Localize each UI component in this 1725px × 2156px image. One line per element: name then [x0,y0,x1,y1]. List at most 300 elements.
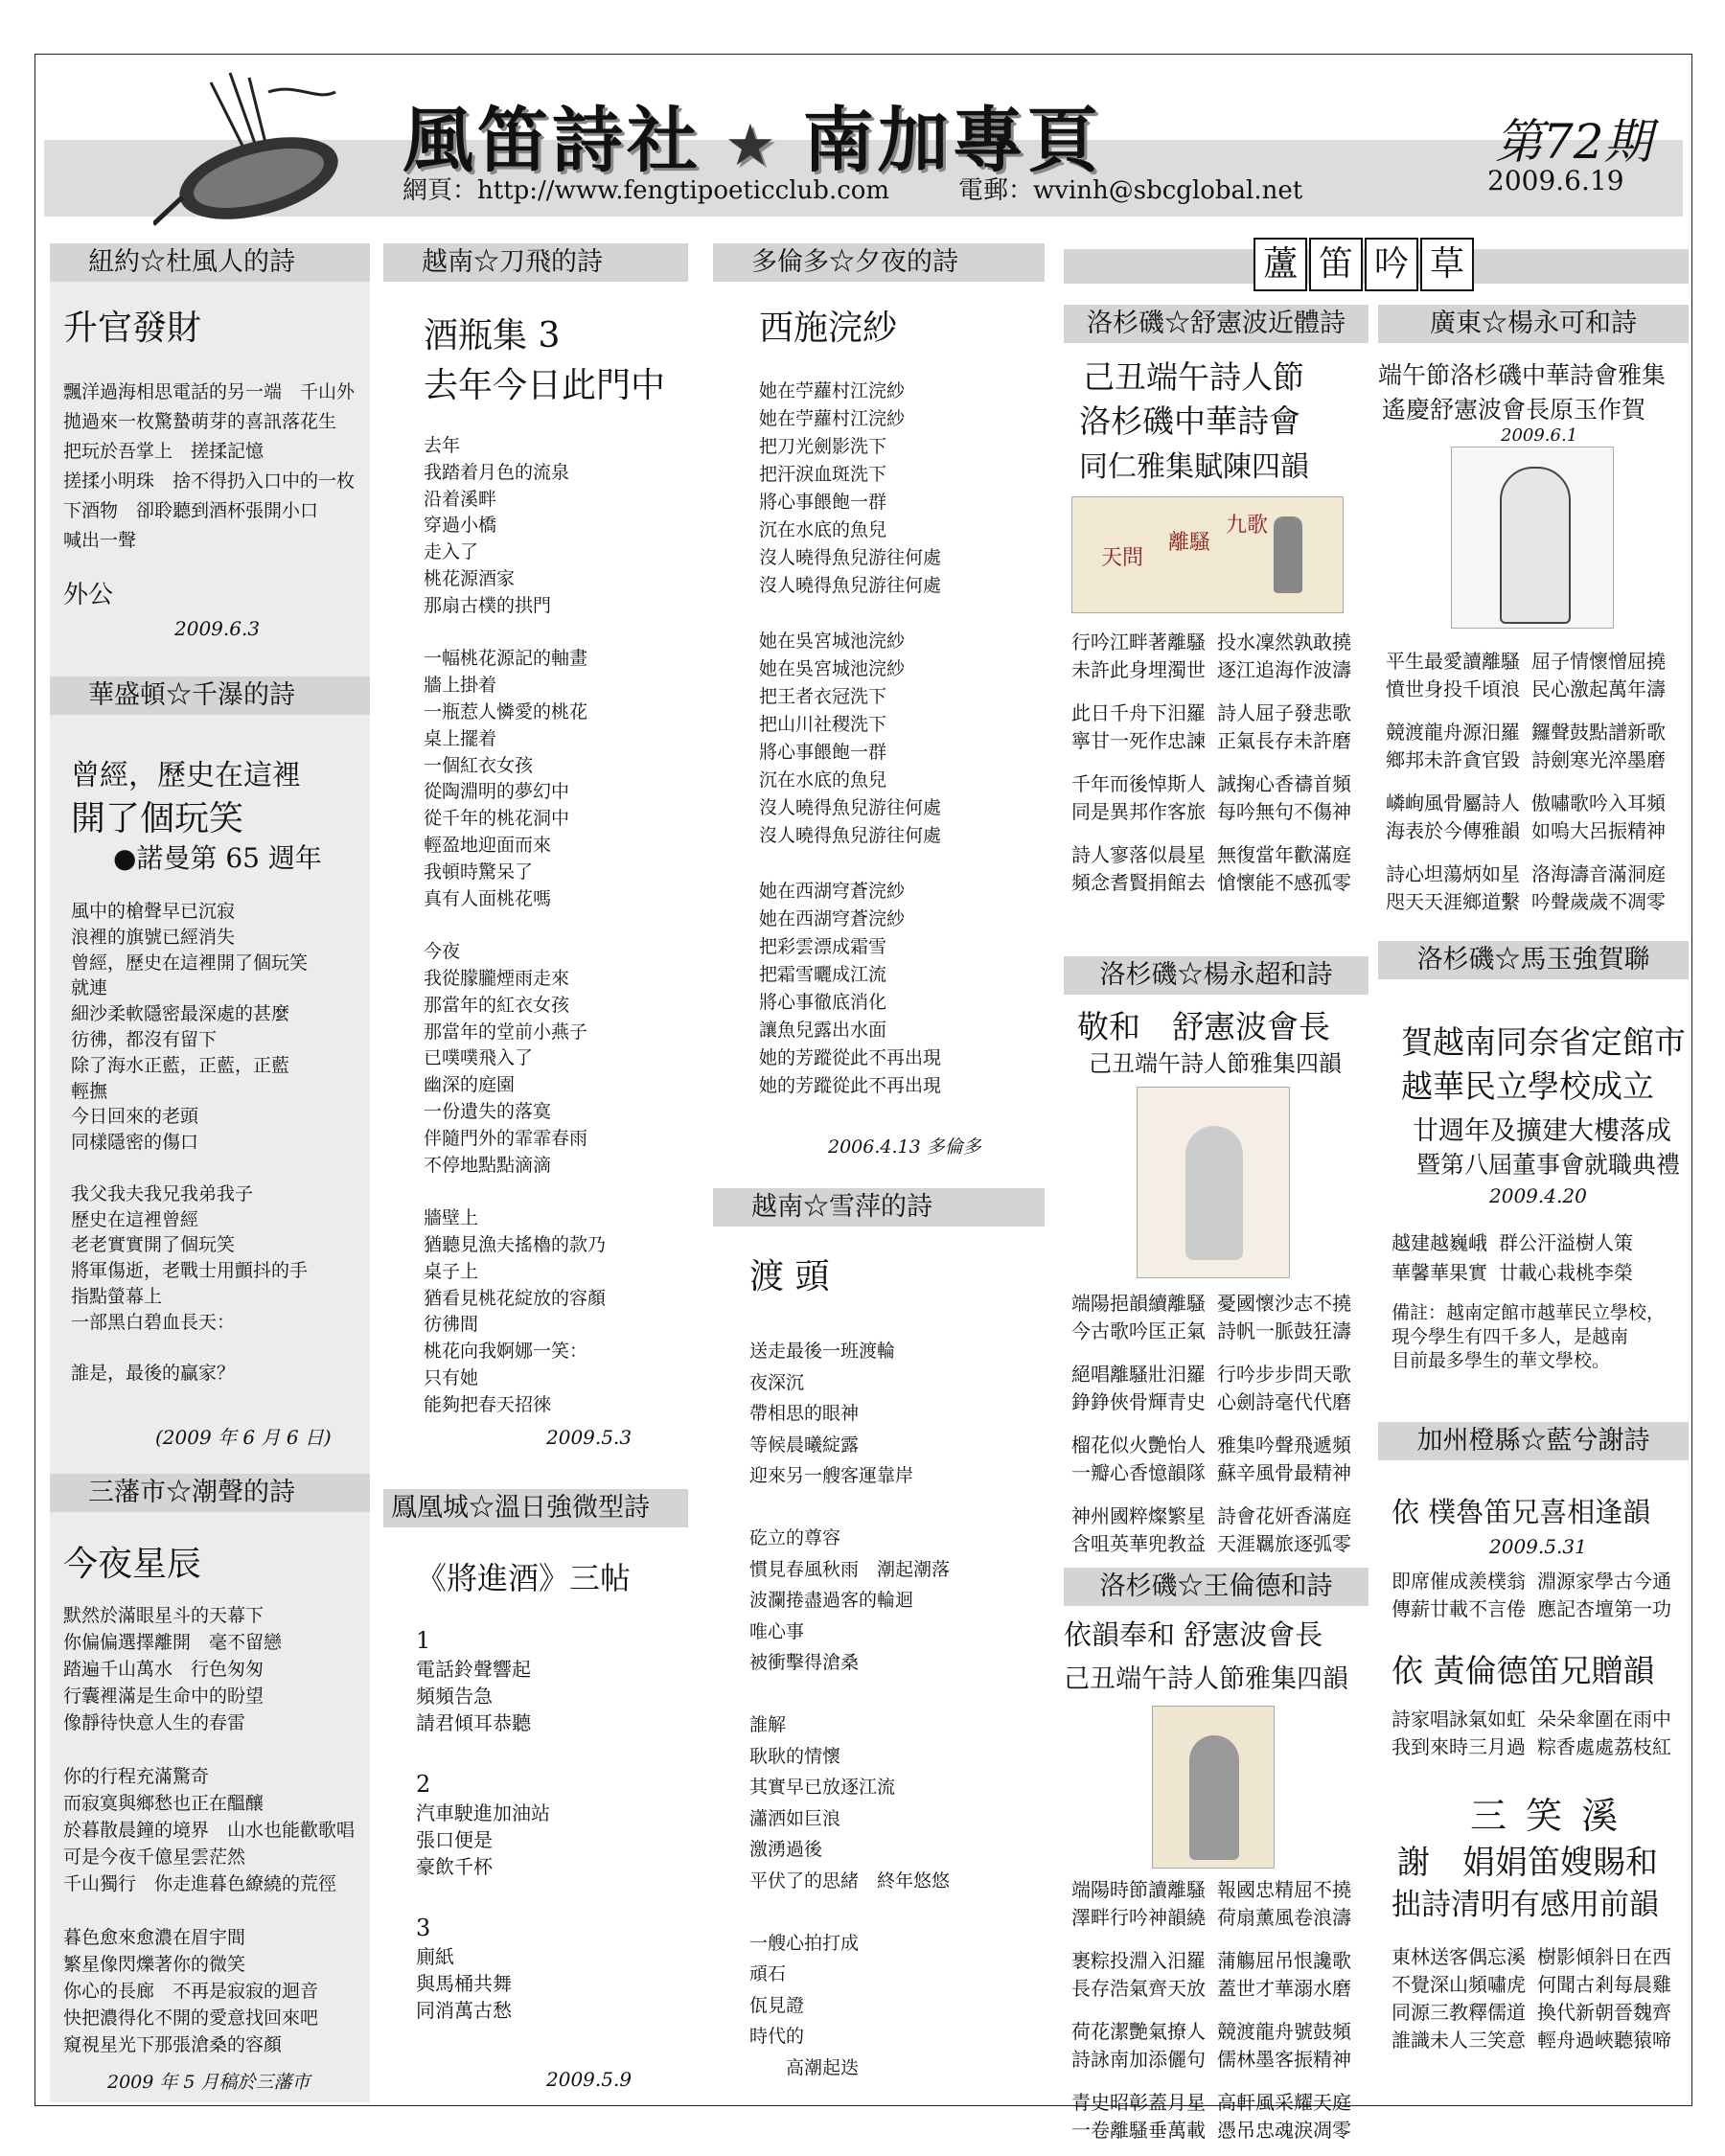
couplet-row [1071,629,1351,656]
text-line: 飄洋過海相思電話的另一端 千山外 [63,381,356,402]
couplet-line: 無復當年歡滿庭 [1217,843,1351,866]
text-line: 那扇古樸的拱門 [424,594,552,616]
text-line: 帶相思的眼神 [749,1403,860,1424]
couplet-line: 詩劍寒光淬墨磨 [1531,748,1666,771]
section-header: 越南☆刀飛的詩 [383,243,688,282]
poem-title: 去年今日此門中 [424,366,666,405]
couplet-line: 頻念耆賢捐館去 [1071,871,1206,894]
text-line: 一瓶惹人憐愛的桃花 [424,700,588,722]
couplet-block [1071,629,1351,897]
couplet-line: 憑吊忠魂淚凋零 [1217,2119,1351,2142]
poem-title: 三 笑 溪 [1470,1795,1622,1837]
couplet-line: 每吟無句不傷神 [1217,800,1351,823]
section-header: 華盛頓☆千瀑的詩 [50,677,370,715]
text-line: 平伏了的思緒 終年悠悠 [749,1869,951,1892]
text-line: 她的芳蹤從此不再出現 [759,1075,942,1096]
poet-painting [1137,1087,1290,1278]
couplet-row [1071,1975,1351,2003]
text-line: 電話鈴聲響起 [416,1658,531,1681]
couplet-row [1071,700,1351,727]
text-line: 慣見春風秋雨 潮起潮落 [749,1558,951,1580]
couplet-row [1071,727,1351,755]
couplet-line: 蘇辛風骨最精神 [1217,1461,1351,1484]
text-line: 被衝擊得滄桑 [749,1652,860,1673]
couplet-line: 投水凜然孰敢撓 [1217,631,1351,654]
couplet-line: 傲嘯歌吟入耳頻 [1531,791,1666,814]
couplet-line: 粽香處處荔枝紅 [1537,1735,1671,1758]
couplet-row [1386,719,1666,746]
text-line: 誰是，最後的贏家？ [71,1363,236,1385]
couplet-line: 即席催成羨樸翁 [1392,1570,1526,1593]
couplet-line: 蒲觴屈吊恨讒歌 [1217,1949,1351,1972]
poem-title: 升官發財 [63,309,202,348]
text-line: 彷彿間 [424,1314,479,1336]
text-line: 同消萬古愁 [416,1999,512,2022]
text-line: 千山獨行 你走進暮色繚繞的荒徑 [63,1873,337,1894]
stanza [416,1943,512,2024]
stanza [416,1800,550,1880]
text-line: 那當年的堂前小燕子 [424,1021,588,1043]
text-line: 將心事徹底消化 [759,992,887,1013]
text-line: 沿着溪畔 [424,488,497,510]
couplet-line: 平生最愛讀離騷 [1386,650,1520,673]
couplet-line: 長存浩氣齊天放 [1071,1977,1206,2000]
couplet-title: 越華民立學校成立 [1401,1067,1654,1105]
couplet-line: 青史昭彰蓋月星 [1071,2091,1206,2114]
text-line: 沉在水底的魚兒 [759,769,887,791]
couplet-block [1071,1290,1351,1558]
issue-number: 第72期 [1495,114,1652,170]
couplet-row [1392,1971,1671,1999]
text-line: 備註：越南定館市越華民立學校， [1392,1302,1666,1323]
poem-title: 依 樸魯笛兄喜相逢韻 [1392,1496,1651,1528]
text-line: 把汗淚血斑洗下 [759,464,887,485]
text-line: 已噗噗飛入了 [424,1047,534,1069]
couplet-line: 咫天天涯鄉道繫 [1386,890,1520,913]
poem-date: 2006.4.13 多倫多 [828,1136,981,1158]
poem-date: 2009.5.9 [546,2068,632,2091]
couplet-row [1071,2089,1351,2117]
poem-title: 《將進酒》三帖 [416,1560,632,1596]
text-line: 激湧過後 [749,1839,823,1860]
text-line: 猶聽見漁夫搖櫓的款乃 [424,1233,607,1255]
text-line: 將心事餵飽一群 [759,492,887,513]
couplet-line: 一瓣心香憶韻隊 [1071,1461,1206,1484]
text-line: 就連 [71,977,108,999]
couplet-line: 鄉邦未許貪官毀 [1386,748,1520,771]
couplet-line: 澤畔行吟神韻繞 [1071,1906,1206,1929]
poem-date: 2009.4.20 [1489,1184,1587,1207]
text-line: 現今學生有四千多人，是越南 [1392,1326,1629,1347]
qu-yuan-sketch [1451,447,1614,629]
couplet-line: 端陽挹韻續離騷 [1071,1292,1206,1315]
poem-body [71,899,308,1387]
couplet-line: 荷花潔艷氣撩人 [1071,2020,1206,2043]
text-line: 可是今夜千億星雲茫然 [63,1846,246,1868]
text-line: 我頓時驚呆了 [424,860,534,883]
poem-title: 今夜星辰 [63,1545,202,1584]
couplet-row [1071,798,1351,826]
text-line: 把彩雲漂成霜雪 [759,936,887,957]
text-line: 輕撫 [71,1080,108,1102]
couplet-line: 一卷離騷垂萬載 [1071,2119,1206,2142]
text-line: 她在吳宮城池浣紗 [759,631,906,652]
poem-title: 己丑端午詩人節 [1083,358,1304,396]
text-line [71,1156,308,1181]
figure-illustration [1274,516,1302,593]
text-line: 穿過小橋 [424,515,497,537]
stanza [416,1656,531,1736]
poem-title: 遙慶舒憲波會長原玉作賀 [1382,396,1646,424]
text-line: 老老實實開了個玩笑 [71,1234,236,1256]
couplet-line: 海表於今傳雅韻 [1386,819,1520,842]
text-line [63,1736,355,1763]
poem-title: 拙詩清明有感用前韻 [1392,1888,1659,1922]
couplet-row [1386,888,1666,916]
text-line: 曾經，歷史在這裡開了個玩笑 [71,952,309,974]
text-line: 猶看見桃花綻放的容顏 [424,1287,607,1309]
text-line: 佤見證 [749,1994,805,2016]
text-line: 從陶淵明的夢幻中 [424,781,570,803]
section-header: 洛杉磯☆舒憲波近體詩 [1064,305,1368,343]
couplet-row [1392,1595,1671,1623]
text-line: 我踏着月色的流泉 [424,461,570,483]
text-line: 你心的長廊 不再是寂寂的迴音 [63,1981,319,2002]
text-line: 沒人曉得魚兒游往何處 [759,825,942,846]
couplet-line: 詩心坦蕩炳如星 [1386,862,1520,885]
text-line: 豪飲千杯 [416,1855,493,1878]
poem-title: 曾經，歷史在這裡 [71,759,301,792]
text-line: 下酒物 卻聆聽到酒杯張開小口 [63,500,319,521]
email: 電郵：wvinh@sbcglobal.net [958,176,1303,205]
text-line: 目前最多學生的華文學校。 [1392,1350,1611,1371]
text-line: 伴隨門外的霏霏春雨 [424,1127,588,1149]
poem-title: 西施浣紗 [759,309,898,348]
text-line: 請君傾耳恭聽 [416,1711,531,1734]
text-line: 你偏偏選擇離開 毫不留戀 [63,1632,283,1653]
text-line: 窺視星光下那張滄桑的容顏 [63,2034,283,2055]
text-line: 只有她 [424,1366,479,1388]
text-line [63,1897,355,1924]
image-text: 離騷 [1168,531,1211,555]
text-line: 她在西湖穹蒼浣紗 [759,881,906,902]
text-line: 除了海水正藍，正藍，正藍 [71,1054,290,1076]
poem-title: 己丑端午詩人節雅集四韻 [1064,1664,1348,1694]
figure-illustration [1189,1735,1239,1860]
text-line: 頻頻告急 [416,1685,493,1708]
couplet-row [1386,746,1666,774]
text-line: 走入了 [424,541,479,563]
image-text: 九歌 [1226,514,1269,538]
couplet-block [1392,1943,1671,2054]
text-line: 瀟洒如巨浪 [749,1807,841,1829]
poem-date: (2009 年 6 月 6 日) [155,1426,332,1449]
couplet-line: 華馨華果實 [1392,1261,1487,1284]
text-line: 同樣隱密的傷口 [71,1132,199,1154]
poem-body [424,433,606,1418]
couplet-row [1071,869,1351,897]
couplet-line: 榴花似火艷怡人 [1071,1434,1206,1456]
couplet-line: 廿載心栽桃李榮 [1499,1261,1633,1284]
text-line: 彷彿，都沒有留下 [71,1028,218,1050]
text-line: 行囊裡滿是生命中的盼望 [63,1686,264,1707]
poem-body [759,378,941,1100]
couplet-line: 詩人寥落似晨星 [1071,843,1206,866]
poem-subtitle: ●諾曼第 65 週年 [113,842,322,874]
couplet-line: 不覺深山頻嘯虎 [1392,1973,1526,1996]
poem-body [63,378,355,556]
poem-date: 2009 年 5 月稿於三藩市 [107,2072,310,2093]
poem-title: 謝 娟娟笛嫂賜和 [1397,1844,1658,1882]
poem-title: 同仁雅集賦陳四韻 [1079,450,1309,484]
text-line [424,620,606,647]
couplet-line: 未許此身埋濁世 [1071,658,1206,681]
poem-title: 端午節洛杉磯中華詩會雅集 [1378,361,1667,389]
text-line [71,1336,308,1362]
couplet-line: 傳薪廿載不言倦 [1392,1597,1526,1620]
couplet-line: 儒林墨客振精神 [1217,2048,1351,2071]
couplet-block [1386,648,1666,916]
couplet-line: 高軒風采耀天庭 [1217,2091,1351,2114]
couplet-line: 絕唱離騷壯汨羅 [1071,1363,1206,1386]
couplet-line: 越建越巍峨 [1392,1231,1487,1254]
text-line: 一幅桃花源記的軸畫 [424,648,588,670]
couplet-line: 荷扇薰風卷浪濤 [1217,1906,1351,1929]
figure-illustration [1500,467,1571,624]
couplet-line: 心劍詩毫代代磨 [1217,1390,1351,1413]
poem-title: 開了個玩笑 [71,799,244,838]
couplet-line: 愴懷能不感孤零 [1217,871,1351,894]
couplet-line: 誰識未人三笑意 [1392,2029,1526,2052]
text-line: 沒人曉得魚兒游往何處 [759,797,942,818]
couplet-line: 樹影傾斜日在西 [1537,1945,1671,1968]
text-line: 桃花源酒家 [424,567,516,589]
website: 網頁：http://www.fengtipoeticclub.com [402,176,890,205]
text-line: 從千年的桃花洞中 [424,808,570,830]
column-1 [50,243,370,2102]
poem-title: 依韻奉和 舒憲波會長 [1064,1618,1323,1651]
couplet-line: 朵朵傘圍在雨中 [1537,1708,1671,1731]
text-line [424,1179,606,1205]
text-line: 拋過來一枚驚蟄萌芽的喜訊落花生 [63,411,337,432]
couplet-line: 雅集吟聲飛遞頻 [1217,1434,1351,1456]
poem-body [63,1602,355,2058]
column-2 [383,243,688,2102]
text-line: 沉在水底的魚兒 [759,519,887,540]
couplet-line: 千年而後悼斯人 [1071,772,1206,795]
text-line: 快把濃得化不開的愛意找回來吧 [63,2007,319,2029]
couplet-line: 詩帆一脈鼓狂濤 [1217,1319,1351,1342]
couplet-line: 吟聲歲歲不凋零 [1531,890,1666,913]
star-icon: ★ [724,112,780,179]
couplet-block [1071,1876,1351,2145]
couplet-line: 詩會花妍香滿庭 [1217,1504,1351,1527]
text-line: 時代的 [749,2026,805,2047]
poem-date: 2009.6.3 [174,617,261,640]
couplet-row [1071,1459,1351,1487]
text-line: 她在苧蘿村江浣紗 [759,380,906,401]
couplet-row [1071,1947,1351,1975]
text-line: 浪裡的旗號已經消失 [71,926,236,948]
text-line [749,1896,950,1928]
text-line: 沒人曉得魚兒游往何處 [759,575,942,596]
couplet-row [1071,2117,1351,2145]
text-line: 唯心事 [749,1620,805,1642]
section-header: 洛杉磯☆王倫德和詩 [1064,1568,1368,1606]
couplet-line: 同源三教釋儒道 [1392,2001,1526,2024]
couplet-line: 詩人屈子發悲歌 [1217,701,1351,724]
poem-date: 2009.5.31 [1489,1535,1587,1558]
text-line: 她在苧蘿村江浣紗 [759,408,906,429]
couplet-line: 行吟步步問天歌 [1217,1363,1351,1386]
banner-char: 笛 [1309,238,1363,291]
text-line: 她在吳宮城池浣紗 [759,658,906,679]
text-line: 牆壁上 [424,1207,479,1229]
text-line: 張口便是 [416,1828,493,1851]
right-area [1064,243,1689,2142]
text-line: 而寂寞與鄉愁也正在醞釀 [63,1793,264,1814]
text-line: 與馬桶共舞 [416,1972,512,1995]
couplet-line: 換代新朝晉魏齊 [1537,2001,1671,2024]
couplet-line: 東林送客偶忘溪 [1392,1945,1526,1968]
couplet-row [1392,1258,1633,1288]
text-line: 桌上擺着 [424,727,497,749]
text-line: 沒人曉得魚兒游往何處 [759,547,942,568]
text-line: 矻立的尊容 [749,1527,841,1548]
couplet-row [1392,1568,1671,1595]
couplet-line: 神州國粹燦繁星 [1071,1504,1206,1527]
text-line: 其實早已放逐江流 [749,1777,896,1798]
poem-title: 己丑端午詩人節雅集四韻 [1089,1050,1342,1077]
text-line: 你的行程充滿驚奇 [63,1766,210,1787]
couplet-title: 賀越南同奈省定館市 [1401,1023,1686,1061]
couplet-line: 屈子情懷憎屈撓 [1531,650,1666,673]
text-line: 牆上掛着 [424,675,497,697]
text-line: 像靜待快意人生的春雷 [63,1712,246,1733]
text-line: 將心事餵飽一群 [759,742,887,763]
text-line: 她的芳蹤從此不再出現 [759,1047,942,1068]
couplet-line: 應記杏壇第一功 [1537,1597,1671,1620]
couplet-line: 競渡龍舟源汨羅 [1386,721,1520,744]
text-line: 把霜雪曬成江流 [759,964,887,985]
section-header: 多倫多☆夕夜的詩 [713,243,1045,282]
couplet-line: 如嗚大呂振精神 [1531,819,1666,842]
text-line: 一部黑白碧血長天： [71,1311,236,1333]
couplet-row [1071,1361,1351,1388]
couplet-line: 淵源家學古今通 [1537,1570,1671,1593]
text-line: 不停地點點滴滴 [424,1154,552,1176]
text-line [749,1492,950,1524]
text-line: 高潮起迭 [749,2056,860,2078]
text-line: 把刀光劍影洗下 [759,436,887,457]
banner-char: 吟 [1365,238,1418,291]
banner [1254,238,1476,291]
text-line: 送走最後一班渡輪 [749,1341,896,1362]
text-line: 我父我夫我兄我弟我子 [71,1182,254,1204]
couplet-line: 裹粽投淵入汨羅 [1071,1949,1206,1972]
couplet-row [1071,841,1351,869]
couplet-line: 嶙峋風骨屬詩人 [1386,791,1520,814]
couplet-row [1071,770,1351,798]
couplet-row [1071,1530,1351,1558]
text-line: 等候晨曦綻露 [749,1434,860,1456]
poem-title: 依 黃倫德笛兄贈韻 [1392,1652,1655,1689]
stanza-number: 2 [416,1771,431,1798]
couplet-row [1071,1904,1351,1932]
couplet-line: 憤世身投千頃浪 [1386,677,1520,700]
text-line: 暮色愈來愈濃在眉宇間 [63,1927,246,1948]
text-line: 一份遺失的落寞 [424,1100,552,1122]
couplet-row [1071,1290,1351,1318]
text-line [759,850,941,878]
couplet-line: 逐江追海作波濤 [1217,658,1351,681]
section-header: 加州橙縣☆藍兮謝詩 [1378,1422,1689,1460]
couplet-row [1071,656,1351,684]
text-line: 輕盈地迎面而來 [424,834,552,856]
poem-date: 2009.5.3 [546,1426,632,1449]
couplet-block [1392,1706,1671,1761]
issue-date: 2009.6.19 [1487,165,1624,196]
couplet-line: 誠掬心香禱首頻 [1217,772,1351,795]
couplet-line: 輕舟過峽聽猿啼 [1537,2029,1671,2052]
couplet-row [1071,2018,1351,2046]
couplet-line: 行吟江畔著離騷 [1071,631,1206,654]
section-header: 廣東☆楊永可和詩 [1378,305,1689,343]
couplet-row [1392,2027,1671,2054]
text-line: 繁星像閃爍著你的微笑 [63,1954,246,1975]
text-line: 把王者衣冠洗下 [759,686,887,707]
text-line: 喊出一聲 [63,530,137,551]
couplet-row [1071,1388,1351,1416]
couplet-line: 詩家唱詠氣如虹 [1392,1708,1526,1731]
couplet-block [1392,1228,1633,1288]
couplet-title: 廿週年及擴建大樓落成 [1413,1116,1671,1146]
section-header: 越南☆雪萍的詩 [713,1188,1045,1227]
couplet-line: 洛海濤音滿洞庭 [1531,862,1666,885]
scroll-fan-image [1071,496,1344,613]
couplet-line: 鑼聲鼓點譜新歌 [1531,721,1666,744]
couplet-line: 含咀英華兜教益 [1071,1532,1206,1555]
couplet-row [1071,2046,1351,2074]
couplet-line: 今古歌吟匡正氣 [1071,1319,1206,1342]
poem-title: 敬和 舒憲波會長 [1077,1008,1330,1045]
text-line: 迎來另一艘客運靠岸 [749,1465,914,1486]
couplet-line: 蓋世才華溺水磨 [1217,1977,1351,2000]
text-line: 能夠把春天招徠 [424,1393,552,1415]
column-3 [713,243,1045,2102]
text-line: 去年 [424,435,461,456]
couplet-row [1386,860,1666,888]
text-line: 波瀾捲盡過客的輪迴 [749,1590,914,1611]
note [1392,1301,1665,1373]
couplet-row [1392,1228,1633,1258]
couplet-line: 同是異邦作客旅 [1071,800,1206,823]
couplet-row [1386,790,1666,817]
couplet-row [1392,1733,1671,1761]
poem-title: 渡 頭 [749,1257,830,1296]
couplet-line: 報國忠精屈不撓 [1217,1878,1351,1901]
text-line [759,600,941,628]
couplet-line: 此日千舟下汨羅 [1071,701,1206,724]
couplet-title: 暨第八屆董事會就職典禮 [1416,1151,1681,1179]
text-line: 真有人面桃花嗎 [424,887,552,909]
text-line: 把山川社稷洗下 [759,714,887,735]
bagpipe-logo [153,63,345,226]
couplet-block [1392,1568,1671,1623]
section-header: 洛杉磯☆楊永超和詩 [1064,956,1368,995]
right-subcolumn-left [1064,305,1368,2142]
text-line: 把玩於吾掌上 搓揉記憶 [63,441,264,462]
